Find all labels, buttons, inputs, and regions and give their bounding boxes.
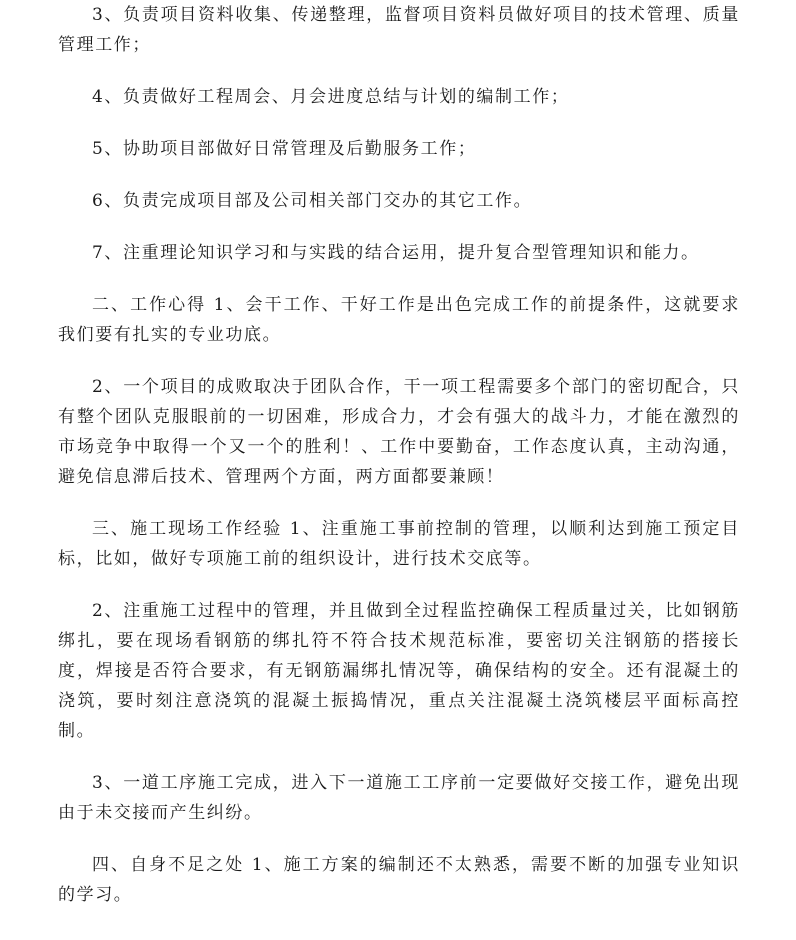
paragraph-section-2-heading: 二、工作心得 1、会干工作、干好工作是出色完成工作的前提条件，这就要求我们要有扎实的专业功底。: [58, 295, 740, 345]
paragraph-spacer: [58, 828, 740, 850]
paragraph-item-7: 7、注重理论知识学习和与实践的结合运用，提升复合型管理知识和能力。: [92, 243, 700, 263]
paragraph-spacer: [58, 216, 740, 238]
paragraph-item-4: 4、负责做好工程周会、月会进度总结与计划的编制工作；: [92, 87, 570, 107]
paragraph-section-3-item-2: 2、注重施工过程中的管理，并且做到全过程监控确保工程质量过关，比如钢筋绑扎，要在现场看钢筋的绑扎符不符合技术规范标准，要密切关注钢筋的搭接长度，焊接是否符合要求，有无钢筋漏绑扎情况等，确保结构的安全。还有混凝土的浇筑，要时刻注意浇筑的混凝土振捣情况，重点关注混凝土浇筑楼层平面标高控制。: [58, 601, 740, 741]
paragraph-item-3: 3、负责项目资料收集、传递整理，监督项目资料员做好项目的技术管理、质量管理工作；: [58, 5, 740, 55]
paragraph-spacer: [58, 60, 740, 82]
paragraph-item-6: 6、负责完成项目部及公司相关部门交办的其它工作。: [92, 191, 533, 211]
paragraph-section-4-heading: 四、自身不足之处 1、施工方案的编制还不太熟悉，需要不断的加强专业知识的学习。: [58, 855, 740, 905]
paragraph-section-2-item-2: 2、一个项目的成败取决于团队合作，干一项工程需要多个部门的密切配合，只有整个团队克服眼前的一切困难，形成合力，才会有强大的战斗力，才能在激烈的市场竞争中取得一个又一个的胜利！、工作中要勤奋，工作态度认真，主动沟通，避免信息滞后技术、管理两个方面，两方面都要兼顾！: [58, 377, 740, 487]
paragraph-spacer: [58, 112, 740, 134]
paragraph-spacer: [58, 492, 740, 514]
paragraph-spacer: [58, 350, 740, 372]
paragraph-spacer: [58, 574, 740, 596]
paragraph-item-5: 5、协助项目部做好日常管理及后勤服务工作；: [92, 139, 477, 159]
paragraph-spacer: [58, 164, 740, 186]
paragraph-spacer: [58, 268, 740, 290]
paragraph-section-3-item-3: 3、一道工序施工完成，进入下一道施工工序前一定要做好交接工作，避免出现由于未交接而产生纠纷。: [58, 773, 740, 823]
paragraph-spacer: [58, 746, 740, 768]
paragraph-section-3-heading: 三、施工现场工作经验 1、注重施工事前控制的管理，以顺利达到施工预定目标，比如，做好专项施工前的组织设计，进行技术交底等。: [58, 519, 740, 569]
